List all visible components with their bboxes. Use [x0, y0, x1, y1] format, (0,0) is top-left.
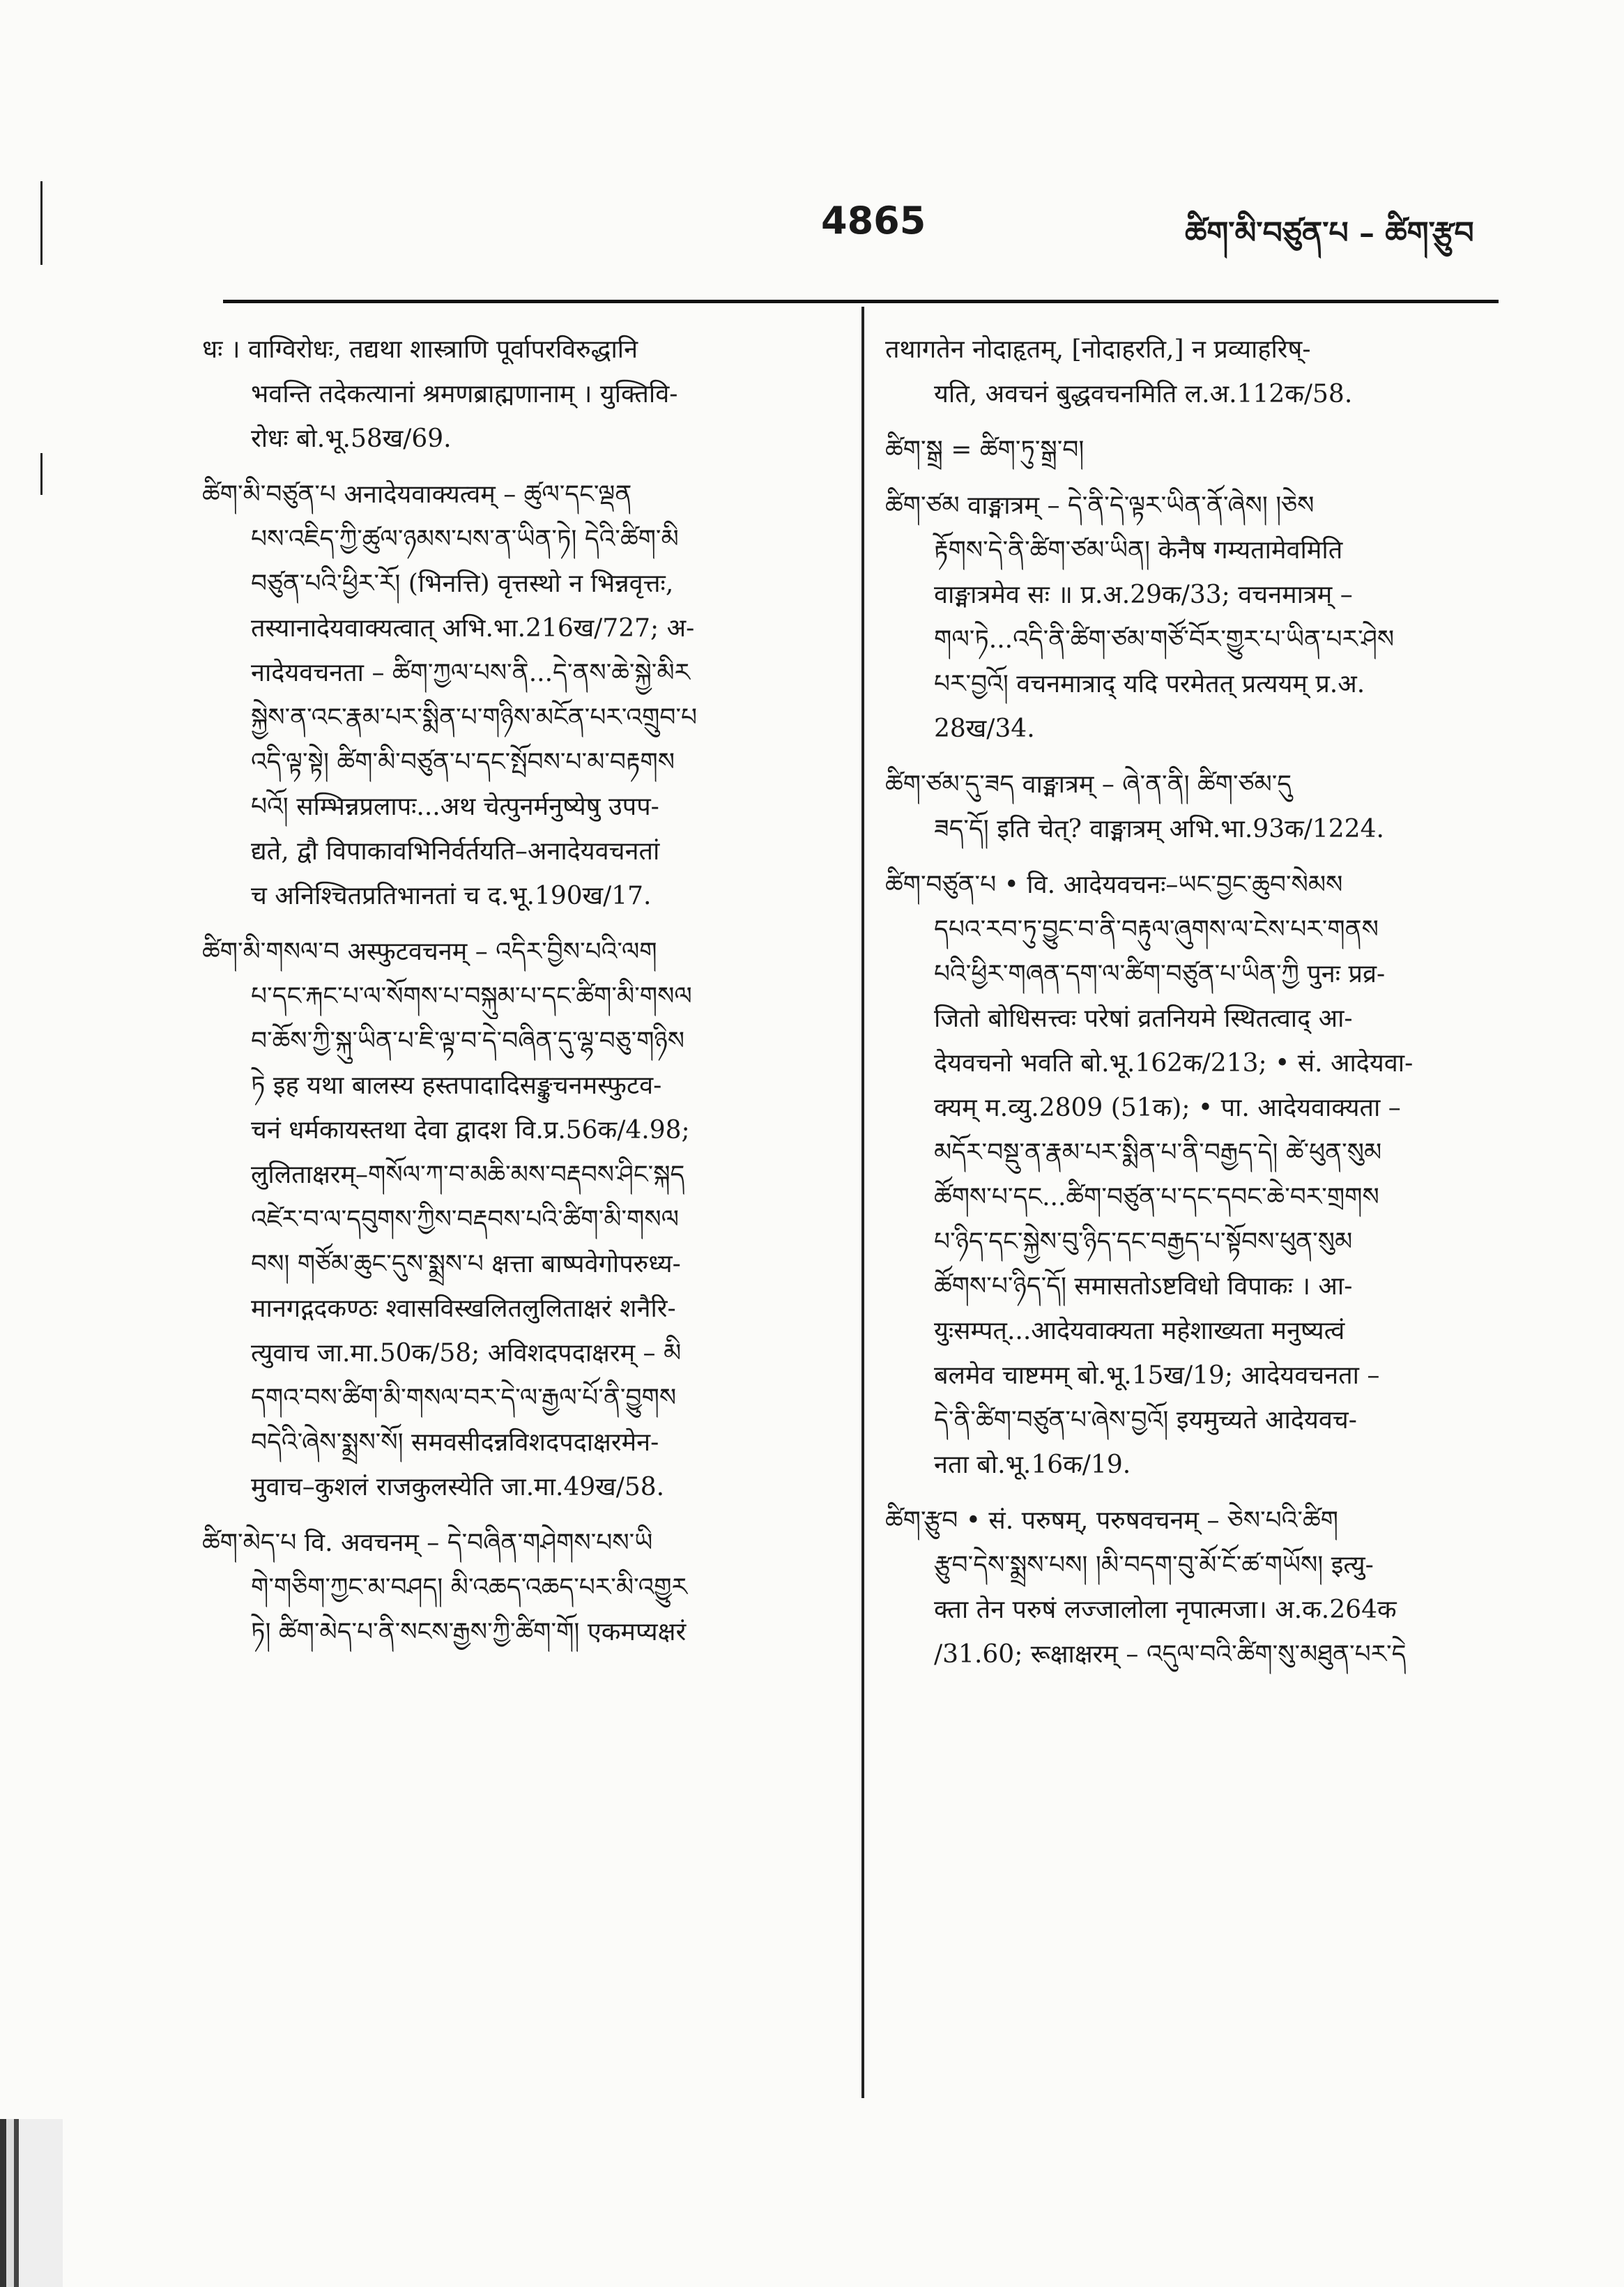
dictionary-entry [885, 428, 1499, 473]
dictionary-entry [885, 1499, 1499, 1677]
dictionary-entry [885, 763, 1499, 852]
entry-line: यति, अवचनं बुद्धवचनमिति ल.अ.112क/58. [934, 380, 1353, 408]
entry-line: བ་ཆོས་ཀྱི་སྐུ་ཡིན་པ་ཇི་ལྟ་བ་དེ་བཞིན་དུ་ལྷ་བཅུ་གཉིས [251, 1027, 685, 1055]
entry-line: बलमेव चाष्टमम् बो.भू.15ख/19; आदेयवचनता – [934, 1361, 1380, 1390]
right-column [885, 328, 1499, 2259]
header-rule [223, 300, 1499, 303]
margin-mark-top [40, 181, 43, 265]
entry-line: པ་ཉིད་དང་སྐྱེས་བུ་ཉིད་དང་བརྒྱད་པ་སྟོབས་ཕུན་སུམ [934, 1227, 1353, 1256]
entry-line: वाङ्मात्रमेव सः ॥ प्र.अ.29क/33; वचनमात्रम् – [934, 581, 1353, 609]
entry-headline: ཚིག་མི་གསལ་བ अस्फुटवचनम् – འདིར་བྱིས་པའི་ལག [202, 938, 657, 966]
entry-line: ཏེ इह यथा बालस्य हस्तपादादिसङ्कुचनमस्फुटव- [251, 1071, 662, 1100]
entry-line: मुवाच–कुशलं राजकुलस्येति जा.मा.49ख/58. [251, 1473, 665, 1501]
entry-headline: ཚིག་ཙམ་དུ་ཟད वाङ्मात्रम् – ཞེ་ན་ནི། ཚིག་ཙམ་དུ [885, 770, 1292, 799]
entry-headline: ཚིག་ཙམ वाङ्मात्रम् – དེ་ནི་དེ་ལྟར་ཡིན་ནོ་ཞེས། །ཅེས [885, 491, 1315, 520]
dictionary-entry [202, 930, 822, 1510]
entry-line: རྟོགས་དེ་ནི་ཚིག་ཙམ་ཡིན། केनैष गम्यतामेवमिति [934, 536, 1343, 565]
entry-headline: ཚིག་སྒྲ = ཚིག་ཏུ་སྒྲ་བ། [885, 436, 1085, 464]
entry-line: གེ་གཅིག་ཀྱང་མ་བཤད། མི་འཆད་འཆད་པར་མི་འགྱུར [251, 1573, 688, 1602]
entry-line: པས་འཇིད་ཀྱི་ཚུལ་ཉམས་པས་ན་ཡིན་ཏེ། དེའི་ཚིག་མི [251, 525, 679, 553]
entry-line: देयवचनो भवति बो.भू.162क/213; • सं. आदेयवा- [934, 1049, 1414, 1078]
entry-line: མདོར་བསྡུ་ན་རྣམ་པར་སྨིན་པ་ནི་བརྒྱད་དེ། ཚེ་ཕུན་སུམ [934, 1138, 1382, 1167]
entry-headline: ཚིག་བཙུན་པ • वि. आदेयवचनः–ཡང་བྱང་ཆུབ་སེམས [885, 871, 1343, 899]
entry-headline: ཚིག་མི་བཙུན་པ अनादेयवाक्यत्वम् – ཚུལ་དང་ལྡན [202, 480, 632, 509]
dictionary-entry [202, 473, 822, 919]
entry-line: च अनिश्चितप्रतिभानतां च द.भू.190ख/17. [251, 882, 652, 910]
entry-headline: ཚིག་རྩུབ • सं. परुषम्, परुषवचनम् – ཅེས་པའི་ཚིག [885, 1506, 1338, 1535]
entry-line: ཏེ། ཚིག་མེད་པ་ནི་སངས་རྒྱས་ཀྱི་ཚིག་གོ། एकमप्यक्षरं [251, 1618, 687, 1646]
entry-line: ཚོགས་པ་ཉིད་དོ། समासतोऽष्टविधो विपाकः । आ- [934, 1272, 1353, 1301]
page-number: 4865 [821, 199, 926, 243]
margin-mark-mid [40, 453, 43, 495]
entry-headline: धः । वाग्विरोधः, तद्यथा शास्त्राणि पूर्वापरविरुद्धानि [202, 335, 638, 364]
dictionary-entry [885, 328, 1499, 417]
entry-line: དེ་ནི་ཚིག་བཙུན་པ་ཞེས་བྱའོ། इयमुच्यते आदेयवच- [934, 1406, 1357, 1435]
entry-line: 28ख/34. [934, 714, 1035, 743]
left-column [202, 328, 822, 2259]
entry-line: གལ་ཏེ...འདི་ནི་ཚིག་ཙམ་གཙོ་བོར་གྱུར་པ་ཡིན་པར་ཤེས [934, 625, 1395, 654]
entry-line: क्ता तेन परुषं लज्जालोला नृपात्मजा। अ.क.264क [934, 1596, 1397, 1624]
entry-line: /31.60; रूक्षाक्षरम् – འདུལ་བའི་ཚིག་སུ་མཐུན་པར་དེ [934, 1640, 1407, 1669]
binding-edge [0, 2119, 63, 2287]
dictionary-entry [202, 328, 822, 461]
entry-line: युःसम्पत्...आदेयवाक्यता महेशाख्यता मनुष्यत्वं [934, 1317, 1345, 1345]
entry-line: चनं धर्मकायस्तथा देवा द्वादश वि.प्र.56क/4.98; [251, 1116, 690, 1145]
entry-line: द्यते, द्वौ विपाकावभिनिर्वर्तयति–अनादेयवचनतां [251, 837, 660, 866]
entry-line: བདེའི་ཞེས་སྨྲས་སོ། समवसीदन्नविशदपदाक्षरमेन- [251, 1428, 659, 1457]
entry-line: པར་བྱའོ། वचनमात्राद् यदि परमेतत् प्रत्ययम् प्र.अ. [934, 670, 1365, 698]
entry-line: བཙུན་པའི་ཕྱིར་རོ། (भिनत्ति) वृत्तस्थो न भिन्नवृत्तः, [251, 569, 674, 598]
dictionary-entry [202, 1521, 822, 1655]
entry-line: तस्यानादेयवाक्यत्वात् अभि.भा.216ख/727; अ- [251, 614, 695, 643]
entry-line: जितो बोधिसत्त्वः परेषां व्रतनियमे स्थितत्वाद् आ- [934, 1004, 1353, 1033]
column-divider [861, 307, 864, 2098]
dictionary-entry [885, 863, 1499, 1487]
running-head: ཚིག་མི་བཙུན་པ – ཚིག་རྩུབ [1185, 215, 1474, 251]
dictionary-entry [885, 484, 1499, 751]
entry-line: སྐྱེས་ན་འང་རྣམ་པར་སྨིན་པ་གཉིས་མངོན་པར་འགྲུབ་པ [251, 703, 698, 732]
entry-line: लुलिताक्षरम्–གསོལ་ཀ་བ་མཆི་མས་བརྡབས་ཤིང་སྐད [251, 1161, 685, 1189]
entry-line: འདི་ལྟ་སྟེ། ཚིག་མི་བཙུན་པ་དང་སྤོབས་པ་མ་བརྟགས [251, 748, 675, 777]
entry-line: क्यम् म.व्यु.2809 (51क); • पा. आदेयवाक्यता – [934, 1094, 1401, 1122]
entry-line: དཔའ་རབ་ཏུ་བྱུང་བ་ནི་བརྟུལ་ཞུགས་ལ་ངེས་པར་གནས [934, 915, 1379, 944]
entry-headline: ཚིག་མེད་པ वि. अवचनम् – དེ་བཞིན་གཤེགས་པས་ཡི [202, 1529, 653, 1557]
entry-line: मानगद्गदकण्ठः श्वासविस्खलितलुलिताक्षरं शनैरि- [251, 1294, 676, 1323]
entry-line: भवन्ति तदेकत्यानां श्रमणब्राह्मणानाम् । युक्तिवि- [251, 380, 678, 408]
entry-line: ཚོགས་པ་དང...ཚིག་བཙུན་པ་དང་དབང་ཆེ་བར་གྲགས [934, 1183, 1379, 1211]
entry-line: ཟད་དོ། इति चेत्? वाङ्मात्रम् अभि.भा.93क/1224. [934, 815, 1384, 843]
entry-line: འཛེར་བ་ལ་དབུགས་ཀྱིས་བརྡབས་པའི་ཚིག་མི་གསལ [251, 1205, 680, 1234]
entry-line: བས། གཙོམ་ཆུང་དུས་སྨྲས་པ क्षत्ता बाष्पवेगोपरुध्य- [251, 1250, 681, 1278]
entry-line: नता बो.भू.16क/19. [934, 1451, 1131, 1479]
entry-line: रोधः बो.भू.58ख/69. [251, 424, 452, 453]
entry-line: པའོ། सम्भिन्नप्रलापः...अथ चेत्पुनर्मनुष्येषु उपप- [251, 793, 659, 821]
entry-line: རྩུབ་དེས་སྨྲས་པས། །མི་བདག་བུ་མོ་ངོ་ཚ་གཡོས། इत्यु- [934, 1551, 1374, 1580]
entry-headline: तथागतेन नोदाहृतम्, [नोदाहरति,] न प्रव्याहरिष्- [885, 335, 1311, 364]
entry-line: त्युवाच जा.मा.50क/58; अविशदपदाक्षरम् – མི [251, 1339, 682, 1368]
entry-line: པ་དང་རྐང་པ་ལ་སོགས་པ་བསྐུམ་པ་དང་ཚིག་མི་གསལ [251, 982, 692, 1011]
entry-line: པའི་ཕྱིར་གཞན་དག་ལ་ཚིག་བཙུན་པ་ཡིན་ཀྱི पुनः प्रव्र- [934, 960, 1386, 988]
entry-line: नादेयवचनता – ཚིག་ཀྱལ་པས་ནི...དེ་ནས་ཆེ་སྐྱེ་མིར [251, 659, 691, 687]
entry-line: དགའ་བས་ཚིག་མི་གསལ་བར་དེ་ལ་རྒྱལ་པོ་ནི་བྱུགས [251, 1384, 677, 1412]
